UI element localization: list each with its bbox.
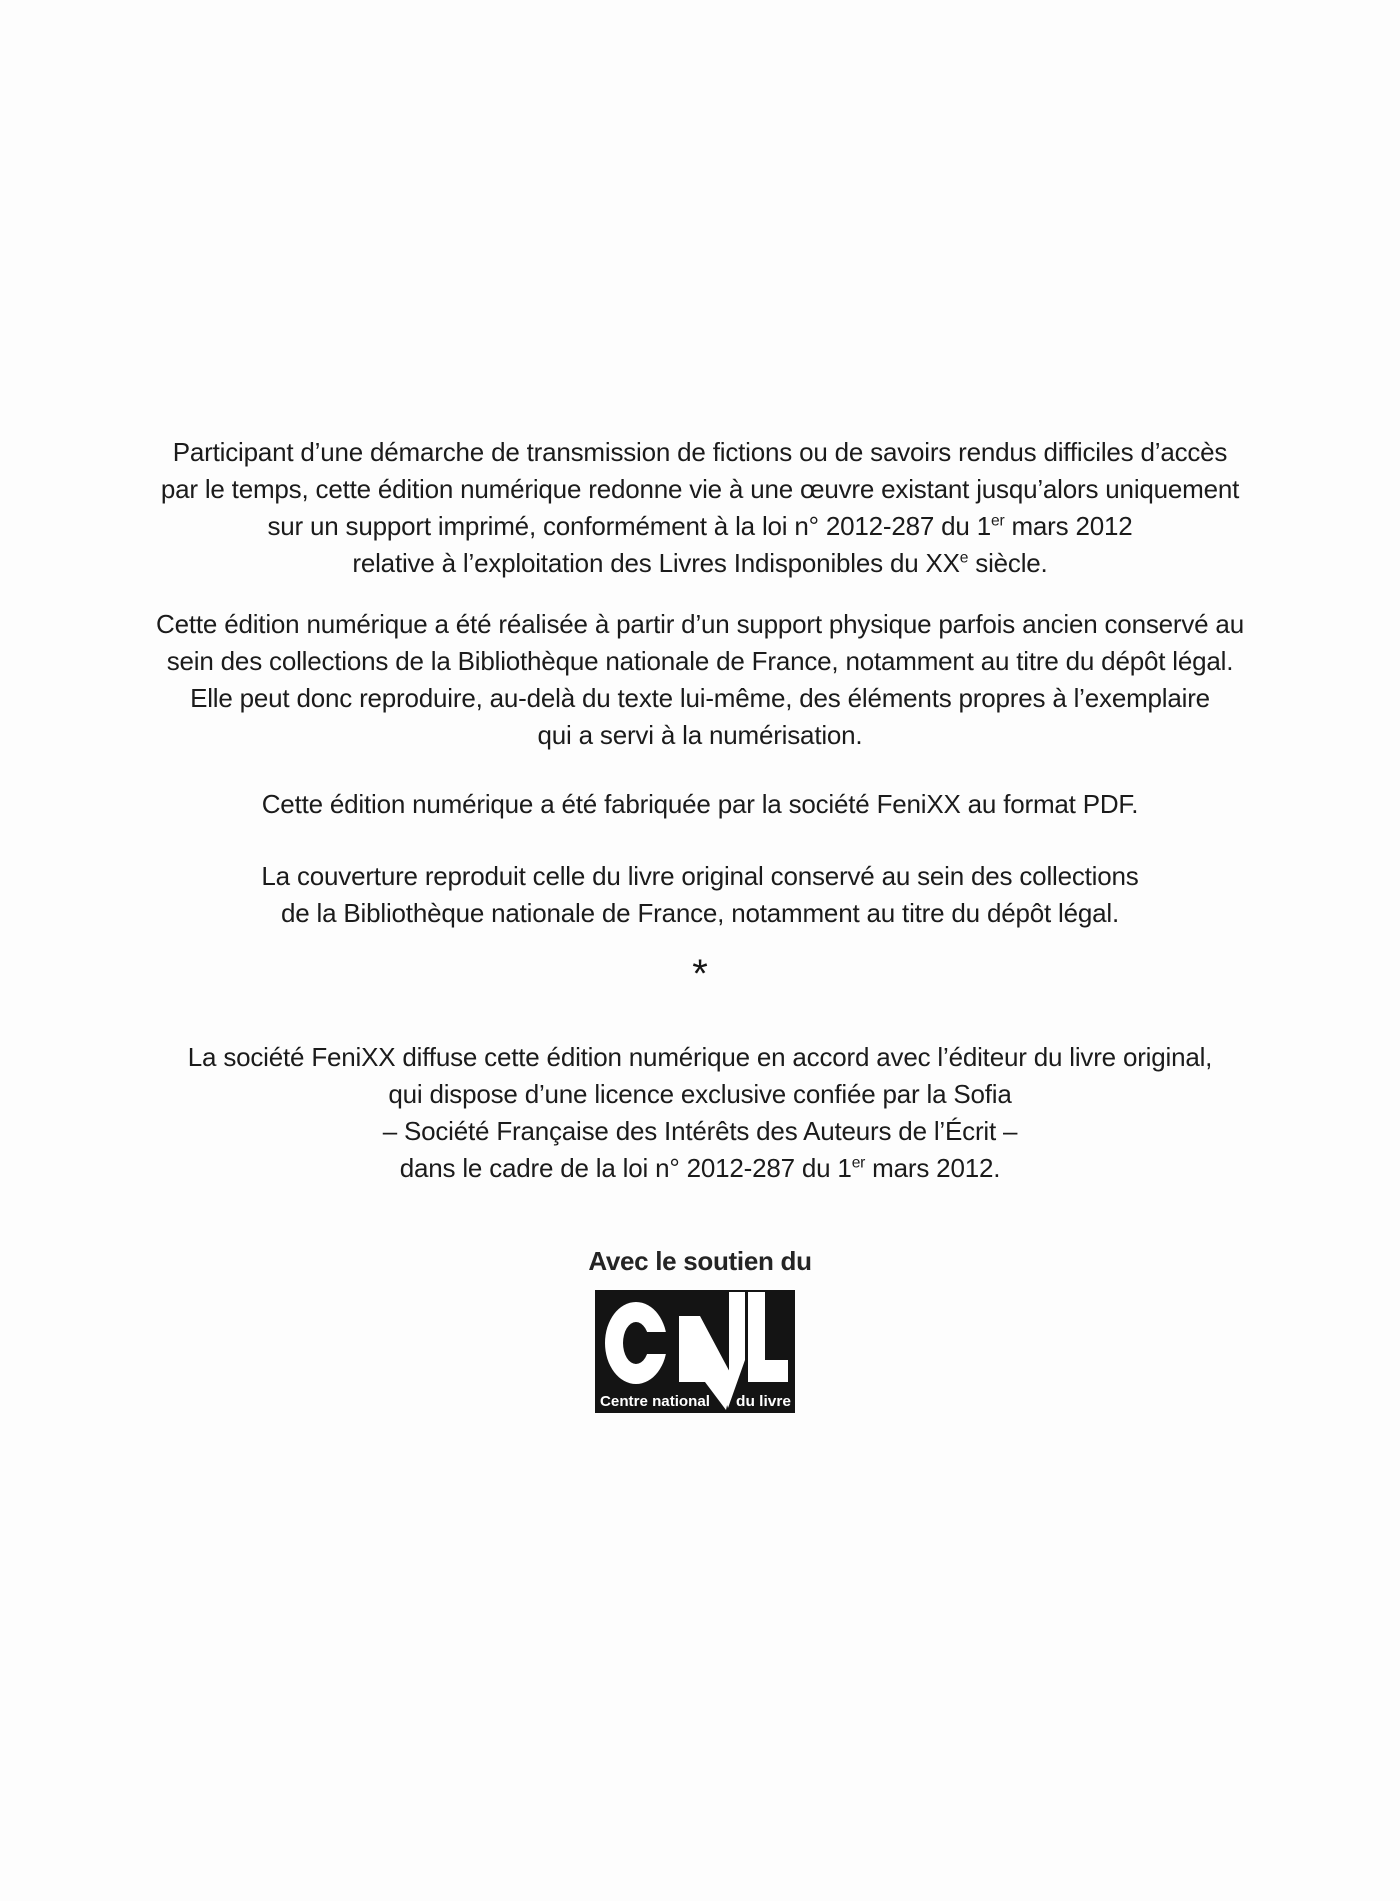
- superscript: er: [851, 1154, 866, 1172]
- asterisk-separator: *: [692, 952, 708, 996]
- text-line: La couverture reproduit celle du livre original conservé au sein des collections: [261, 861, 1139, 891]
- text-line: dans le cadre de la loi n° 2012-287 du 1er mars 2012.: [399, 1153, 1001, 1183]
- cnl-logo: [595, 1290, 795, 1413]
- paragraph-source-notice: [60, 606, 1340, 754]
- paragraph-fabrication-notice: [60, 786, 1340, 823]
- text-line: La société FeniXX diffuse cette édition numérique en accord avec l’éditeur du livre original,: [187, 1042, 1213, 1072]
- text-line: sein des collections de la Bibliothèque nationale de France, notamment au titre du dépôt légal.: [166, 646, 1234, 676]
- text-line: Cette édition numérique a été fabriquée par la société FeniXX au format PDF.: [261, 789, 1139, 819]
- paragraph-diffusion-notice: [60, 1039, 1340, 1187]
- logo-caption-left: Centre national: [600, 1393, 710, 1410]
- text-line: Cette édition numérique a été réalisée à partir d’un support physique parfois ancien conservé au: [156, 609, 1244, 639]
- text-line: qui a servi à la numérisation.: [537, 720, 863, 750]
- text-line: sur un support imprimé, conformément à la loi n° 2012-287 du 1er mars 2012: [267, 511, 1133, 541]
- paragraph-transmission-notice: [60, 434, 1340, 582]
- text-line: relative à l’exploitation des Livres Indisponibles du XXe siècle.: [352, 548, 1048, 578]
- support-label: Avec le soutien du: [588, 1246, 812, 1276]
- text-line: Participant d’une démarche de transmission de fictions ou de savoirs rendus difficiles d’accès: [172, 437, 1228, 467]
- paragraph-cover-notice: [60, 858, 1340, 932]
- text-line: de la Bibliothèque nationale de France, notamment au titre du dépôt légal.: [281, 898, 1119, 928]
- text-line: – Société Française des Intérêts des Auteurs de l’Écrit –: [382, 1116, 1018, 1146]
- superscript: er: [990, 512, 1005, 530]
- text-line: Elle peut donc reproduire, au-delà du texte lui-même, des éléments propres à l’exemplaire: [190, 683, 1210, 713]
- logo-caption-right: du livre: [736, 1393, 791, 1410]
- superscript: e: [959, 549, 969, 567]
- text-line: par le temps, cette édition numérique redonne vie à une œuvre existant jusqu’alors uniquement: [160, 474, 1240, 504]
- cnl-logo-graphic: [595, 1290, 795, 1413]
- text-line: qui dispose d’une licence exclusive confiée par la Sofia: [388, 1079, 1012, 1109]
